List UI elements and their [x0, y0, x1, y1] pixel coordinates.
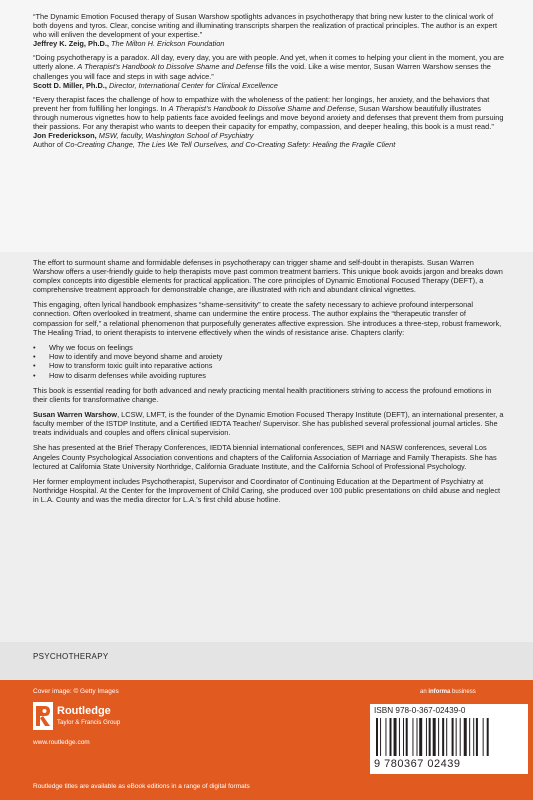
author-name: Susan Warren Warshow	[33, 410, 118, 420]
endorser-name: Jon Frederickson,	[33, 131, 97, 141]
endorsement-attribution	[33, 39, 505, 48]
endorser-name: Scott D. Miller, Ph.D.,	[33, 80, 107, 90]
book-description	[33, 258, 505, 510]
endorsement-attribution	[33, 131, 505, 140]
author-bio-text: , LCSW, LMFT, is the founder of the Dynamic Emotion Focused Therapy Institute (DEFT), an international presenter, a faculty member of the ISTDP Institute, and a Certified IEDTA Teacher/ Supervisor. She has published several professional journal articles. She treats individuals and couples and offers clinical supervision.	[33, 410, 504, 438]
description-paragraph: The effort to surmount shame and formidable defenses in psychotherapy can trigger shame and self-doubt in therapists. Susan Warren Warshow offers a user-friendly guide to help therapists move past common treatment barriers. This unique book avoids jargon and breaks down complex concepts into digestible elements for practical application. The core principles of Dynamic Emotional Focused Therapy (DEFT), a comprehensive treatment approach for demonstrable change, are illustrated with rich and abundant clinical vignettes.	[33, 258, 503, 295]
publisher-logo	[33, 702, 153, 732]
informa-business-note	[420, 689, 476, 695]
author-bio-paragraph	[33, 410, 505, 437]
endorsement-text-part: “Doing psychotherapy is a paradox. All day, every day, you are with people. And yet, when it comes to helping your client in the moment, you are utterly alone.	[33, 53, 504, 72]
book-title: A Therapist’s Handbook to Dissolve Shame and Defense	[168, 103, 355, 113]
publisher-group: Taylor & Francis Group	[57, 719, 121, 726]
closing-paragraph: This book is essential reading for both advanced and newly practicing mental health practitioners striving to access the profound emotions in their clients for transformative change.	[33, 385, 492, 405]
list-item: • Why we focus on feelings	[49, 343, 505, 352]
endorser-affiliation: Director, International Center for Clinical Excellence	[108, 80, 278, 90]
list-item: • How to identify and move beyond shame and anxiety	[49, 352, 505, 361]
description-paragraph: This engaging, often lyrical handbook emphasizes “shame-sensitivity” to create the safety necessary to achieve profound interpersonal connection. Often overlooked in treatment, shame can undermine the entire process. The author explains the “therapeutic transfer of compassion for self,” a relational phenomenon that purposefully generates affective expression. She introduces a three-step, robust framework, The Healing Triad, to orient therapists to intervene effectively when the winds of resistance arise. Chapters clarify:	[33, 300, 502, 337]
author-of-titles: Co-Creating Change, The Lies We Tell Ourselves, and Co-Creating Safety: Healing the Fragile Client	[65, 140, 396, 150]
barcode-digits: 9 780367 02439	[374, 758, 461, 770]
author-bio-paragraph: Her former employment includes Psychotherapist, Supervisor and Coordinator of Continuing Education at the Department of Psychiatry at Northridge Hospital. At the Center for the Improvement of Child Caring, she produced over 100 public presentations on child abuse and neglect in L.A. County and was the media director for L.A.’s first child abuse hotline.	[33, 476, 501, 504]
publisher-footer	[0, 680, 533, 800]
list-item: • How to transform toxic guilt into reparative actions	[49, 361, 505, 370]
endorsement-3	[33, 95, 505, 150]
endorsement-text-part: , Susan Warshow beautifully illustrates through numerous vignettes how to help patients face avoided feelings and move beyond anxiety and defenses that prevent them from pursuing their passions. For any therapist who wants to deepen their capacity for empathy, compassion, and deeper healing, this book is a must read.”	[33, 103, 504, 132]
chapter-list	[33, 343, 505, 380]
endorser-affiliation: MSW, faculty, Washington School of Psychiatry	[98, 131, 254, 141]
endorsements	[33, 12, 505, 149]
endorsement-text	[33, 53, 505, 80]
informa-suffix: business	[450, 689, 476, 695]
endorser-books	[33, 140, 505, 149]
author-of-label: Author of	[33, 140, 66, 150]
endorser-name: Jeffrey K. Zeig, Ph.D.,	[33, 39, 109, 49]
isbn-number: ISBN 978-0-367-02439-0	[374, 706, 466, 715]
publisher-website[interactable]: www.routledge.com	[33, 739, 90, 746]
ebook-note: Routledge titles are available as eBook editions in a range of digital formats	[33, 783, 250, 790]
endorsement-1	[33, 12, 505, 48]
endorsement-text-part: “Every therapist faces the challenge of how to empathize with the wholeness of the patient: her longings, her anxiety, and the behaviors that prevent her from fulfilling her longings. In	[33, 94, 490, 113]
list-item: • How to disarm defenses while avoiding ruptures	[49, 371, 505, 380]
isbn-barcode	[370, 704, 528, 774]
endorsement-2	[33, 53, 505, 89]
barcode-icon	[374, 718, 524, 756]
subject-category: PSYCHOTHERAPY	[33, 652, 109, 661]
informa-brand: informa	[428, 689, 451, 695]
endorsement-text-part: fills the void. Like a wise mentor, Susan Warren Warshow senses the challenges you will face and steps in with sage advice.”	[33, 62, 491, 81]
endorsement-text	[33, 95, 505, 131]
cover-credit: Cover image: © Getty Images	[33, 688, 119, 695]
publisher-name: Routledge	[57, 705, 111, 717]
endorsement-attribution	[33, 81, 505, 90]
endorser-affiliation: The Milton H. Erickson Foundation	[111, 39, 225, 49]
informa-prefix: an	[420, 689, 429, 695]
endorsement-text: “The Dynamic Emotion Focused therapy of Susan Warshow spotlights advances in psychotherapy that bring new luster to the clinical work of both doyens and tyros. Clear, concise writing and illuminating transcripts sharpen the realization of practical principles. The author is an expert who will enliven the development of your expertise.”	[33, 12, 498, 40]
book-title: A Therapist’s Handbook to Dissolve Shame and Defense	[77, 62, 264, 72]
author-bio-paragraph: She has presented at the Brief Therapy Conferences, IEDTA biennial international conferences, SEPI and NASW conferences, several Los Angeles County Psychological Association conventions and chapters of the California Association of Marriage and Family Therapists. She has lectured at California State University Northridge, California Graduate Institute, and the California School of Professional Psychology.	[33, 443, 497, 471]
routledge-logo-icon	[33, 702, 53, 730]
category-band	[0, 642, 533, 680]
